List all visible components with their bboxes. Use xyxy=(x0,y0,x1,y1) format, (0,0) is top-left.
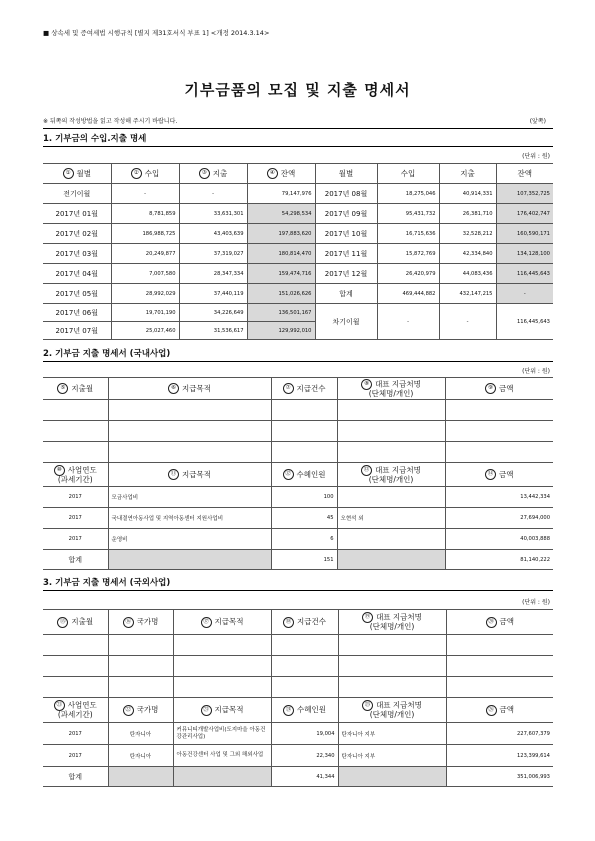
balance-cell: 136,501,167 xyxy=(247,304,315,322)
instruction-note: ※ 뒤쪽의 작성방법을 읽고 작성해 주시기 바랍니다. xyxy=(43,118,178,125)
amount-header: ⑭ 금액 xyxy=(445,463,553,487)
section2-heading-rule xyxy=(43,361,553,362)
income-header: ② 수입 xyxy=(111,164,179,184)
table-row xyxy=(43,400,553,421)
table-row xyxy=(43,635,553,656)
domestic-expense-table xyxy=(43,377,553,570)
total-amount: 81,140,222 xyxy=(445,550,553,570)
table-row xyxy=(43,264,553,284)
month-cell: 2017년 08월 xyxy=(315,184,377,204)
income-cell: 25,027,460 xyxy=(111,322,179,340)
table-row xyxy=(43,487,553,508)
expense-cell: 42,334,840 xyxy=(439,244,496,264)
section2-heading: 2. 기부금 지출 명세서 (국내사업) xyxy=(43,349,171,359)
income2-header: 수입 xyxy=(377,164,439,184)
section1-top-rule xyxy=(43,128,553,129)
people-cell: 45 xyxy=(271,508,337,529)
recipient-header: ⑬ 대표 지급처명 (단체명/개인) xyxy=(337,463,445,487)
overseas-header-row-2 xyxy=(43,698,553,723)
recipient-cell: 오현석 외 xyxy=(337,508,445,529)
total-row xyxy=(43,767,553,787)
country-header: ㉒ 국가명 xyxy=(108,698,173,723)
expense2-header: 지출 xyxy=(439,164,496,184)
month-cell: 2017년 11월 xyxy=(315,244,377,264)
form-header-note: ■ 상속세 및 증여세법 시행규칙 [별지 제31호서식 부표 1] <개정 2014.3.14> xyxy=(43,29,270,37)
table-row xyxy=(43,224,553,244)
month-cell: 2017년 06월 xyxy=(43,304,111,322)
people-cell: 6 xyxy=(271,529,337,550)
income-expense-table xyxy=(43,163,553,340)
income-cell: 18,275,046 xyxy=(377,184,439,204)
table-row xyxy=(43,204,553,224)
overseas-header-row xyxy=(43,610,553,635)
purpose-header: ⑥ 지급목적 xyxy=(108,378,271,400)
month-cell: 2017년 09월 xyxy=(315,204,377,224)
country-cell: 탄자니아 xyxy=(108,723,173,745)
recipient-cell xyxy=(337,529,445,550)
income-expense-header-row xyxy=(43,164,553,184)
total-label: 합계 xyxy=(315,284,377,304)
expense-header: ③ 지출 xyxy=(179,164,247,184)
expense-cell: 37,319,027 xyxy=(179,244,247,264)
table-row xyxy=(43,284,553,304)
purpose-cell: 운영비 xyxy=(108,529,271,550)
income-cell: 7,007,580 xyxy=(111,264,179,284)
year-cell: 2017 xyxy=(43,487,108,508)
month-cell: 2017년 01월 xyxy=(43,204,111,224)
purpose-cell: 커뮤니티개발사업비(도지마을 아동건강관리사업) xyxy=(173,723,271,745)
month2-header: 월별 xyxy=(315,164,377,184)
income-cell: 28,992,029 xyxy=(111,284,179,304)
table-row xyxy=(43,244,553,264)
people-cell: 22,340 xyxy=(271,745,338,767)
carry-balance: 116,445,643 xyxy=(496,304,553,340)
table-row xyxy=(43,421,553,442)
month-cell: 2017년 02월 xyxy=(43,224,111,244)
recipient-header: ㉕ 대표 지급처명 (단체명/개인) xyxy=(338,698,446,723)
expense-cell: 37,440,119 xyxy=(179,284,247,304)
year-cell: 2017 xyxy=(43,745,108,767)
table-row xyxy=(43,677,553,698)
expense-cell: 44,083,436 xyxy=(439,264,496,284)
table-row xyxy=(43,745,553,767)
purpose-header: ⑰ 지급목적 xyxy=(173,610,271,635)
expense-cell: 43,403,639 xyxy=(179,224,247,244)
total-recipient-cell xyxy=(337,550,445,570)
total-purpose-cell xyxy=(108,550,271,570)
amount-cell: 13,442,334 xyxy=(445,487,553,508)
country-cell: 탄자니아 xyxy=(108,745,173,767)
purpose-cell: 아동건강센터 사업 및 그외 해외사업 xyxy=(173,745,271,767)
section1-heading: 1. 기부금의 수입.지출 명세 xyxy=(43,134,147,144)
month-cell: 2017년 03월 xyxy=(43,244,111,264)
month-header: ① 월별 xyxy=(43,164,111,184)
expense-cell: 40,914,331 xyxy=(439,184,496,204)
section1-unit: (단위 : 원) xyxy=(522,153,550,160)
purpose-cell: 국내결연아동사업 및 지역아동센터 지원사업비 xyxy=(108,508,271,529)
table-row xyxy=(43,656,553,677)
year-cell: 2017 xyxy=(43,529,108,550)
count-header: ⑦ 지급건수 xyxy=(271,378,337,400)
total-people: 41,344 xyxy=(271,767,338,787)
amount-cell: 123,399,614 xyxy=(446,745,553,767)
total-amount: 351,006,993 xyxy=(446,767,553,787)
recipient-header: ⑧ 대표 지급처명 (단체명/개인) xyxy=(337,378,445,400)
balance-header: ④ 잔액 xyxy=(247,164,315,184)
income-cell: 16,715,636 xyxy=(377,224,439,244)
section3-heading: 3. 기부금 지출 명세서 (국외사업) xyxy=(43,578,171,588)
purpose-header: ㉓ 지급목적 xyxy=(173,698,271,723)
income-cell: 95,431,732 xyxy=(377,204,439,224)
table-row xyxy=(43,304,553,322)
page-side-label: (앞쪽) xyxy=(529,118,546,125)
balance-cell: 54,298,534 xyxy=(247,204,315,224)
page-title: 기부금품의 모집 및 지출 명세서 xyxy=(184,81,411,99)
income-cell: 15,872,769 xyxy=(377,244,439,264)
expense-cell: 32,528,212 xyxy=(439,224,496,244)
balance-cell: 159,474,716 xyxy=(247,264,315,284)
recipient-cell: 탄자니아 지부 xyxy=(338,745,446,767)
country-header: ⑯ 국가명 xyxy=(108,610,173,635)
balance-cell: 176,402,747 xyxy=(496,204,553,224)
fiscal-year-header: ㉑ 사업연도 (과세기간) xyxy=(43,698,108,723)
recipient-header: ⑲ 대표 지급처명 (단체명/개인) xyxy=(338,610,446,635)
count-header: ⑱ 지급건수 xyxy=(271,610,338,635)
total-recipient-cell xyxy=(338,767,446,787)
total-label: 합계 xyxy=(43,767,108,787)
expense-cell: 28,347,334 xyxy=(179,264,247,284)
people-cell: 100 xyxy=(271,487,337,508)
balance-cell: 129,992,010 xyxy=(247,322,315,340)
fiscal-year-header: ⑩ 사업연도 (과세기간) xyxy=(43,463,108,487)
total-country-cell xyxy=(108,767,173,787)
balance-cell: 180,814,470 xyxy=(247,244,315,264)
month-cell: 2017년 04월 xyxy=(43,264,111,284)
balance2-header: 잔액 xyxy=(496,164,553,184)
overseas-expense-table xyxy=(43,609,553,787)
year-cell: 2017 xyxy=(43,508,108,529)
recipient-cell: 탄자니아 지부 xyxy=(338,723,446,745)
month-cell: 2017년 12월 xyxy=(315,264,377,284)
expense-cell: 31,536,617 xyxy=(179,322,247,340)
income-cell: 26,420,979 xyxy=(377,264,439,284)
total-expense: 432,147,215 xyxy=(439,284,496,304)
carry-income: - xyxy=(377,304,439,340)
income-cell: 20,249,877 xyxy=(111,244,179,264)
month-cell: 2017년 07월 xyxy=(43,322,111,340)
table-row xyxy=(43,723,553,745)
amount-header: ⑨ 금액 xyxy=(445,378,553,400)
purpose-cell: 모금사업비 xyxy=(108,487,271,508)
carry-expense: - xyxy=(439,304,496,340)
section3-unit: (단위 : 원) xyxy=(522,599,550,606)
amount-cell: 27,694,000 xyxy=(445,508,553,529)
amount-header: ⑳ 금액 xyxy=(446,610,553,635)
total-label: 합계 xyxy=(43,550,108,570)
spend-month-header: ⑮ 지출월 xyxy=(43,610,108,635)
domestic-header-row xyxy=(43,378,553,400)
carry-label: 차기이월 xyxy=(315,304,377,340)
domestic-header-row-2 xyxy=(43,463,553,487)
table-row xyxy=(43,508,553,529)
total-income: 469,444,882 xyxy=(377,284,439,304)
section3-heading-rule xyxy=(43,590,553,591)
table-row xyxy=(43,529,553,550)
balance-cell: 79,147,976 xyxy=(247,184,315,204)
beneficiaries-header: ㉔ 수혜인원 xyxy=(271,698,338,723)
balance-cell: 134,128,100 xyxy=(496,244,553,264)
expense-cell: 26,381,710 xyxy=(439,204,496,224)
beneficiaries-header: ⑫ 수혜인원 xyxy=(271,463,337,487)
section2-unit: (단위 : 원) xyxy=(522,368,550,375)
month-cell: 전기이월 xyxy=(43,184,111,204)
purpose-header: ⑪ 지급목적 xyxy=(108,463,271,487)
recipient-cell xyxy=(337,487,445,508)
income-cell: 19,701,190 xyxy=(111,304,179,322)
amount-cell: 227,607,379 xyxy=(446,723,553,745)
spend-month-header: ⑤ 지출월 xyxy=(43,378,108,400)
month-cell: 2017년 05월 xyxy=(43,284,111,304)
total-row xyxy=(43,550,553,570)
balance-cell: 116,445,643 xyxy=(496,264,553,284)
total-balance: - xyxy=(496,284,553,304)
balance-cell: 160,590,171 xyxy=(496,224,553,244)
income-cell: 8,781,859 xyxy=(111,204,179,224)
income-cell: 186,988,725 xyxy=(111,224,179,244)
expense-cell: 34,226,649 xyxy=(179,304,247,322)
amount-header: ㉖ 금액 xyxy=(446,698,553,723)
total-purpose-cell xyxy=(173,767,271,787)
amount-cell: 40,003,888 xyxy=(445,529,553,550)
balance-cell: 197,883,620 xyxy=(247,224,315,244)
income-cell: - xyxy=(111,184,179,204)
year-cell: 2017 xyxy=(43,723,108,745)
total-people: 151 xyxy=(271,550,337,570)
table-row xyxy=(43,442,553,463)
table-row xyxy=(43,184,553,204)
expense-cell: - xyxy=(179,184,247,204)
balance-cell: 151,026,626 xyxy=(247,284,315,304)
section1-heading-rule xyxy=(43,146,553,147)
expense-cell: 33,631,301 xyxy=(179,204,247,224)
month-cell: 2017년 10월 xyxy=(315,224,377,244)
balance-cell: 107,352,725 xyxy=(496,184,553,204)
people-cell: 19,004 xyxy=(271,723,338,745)
